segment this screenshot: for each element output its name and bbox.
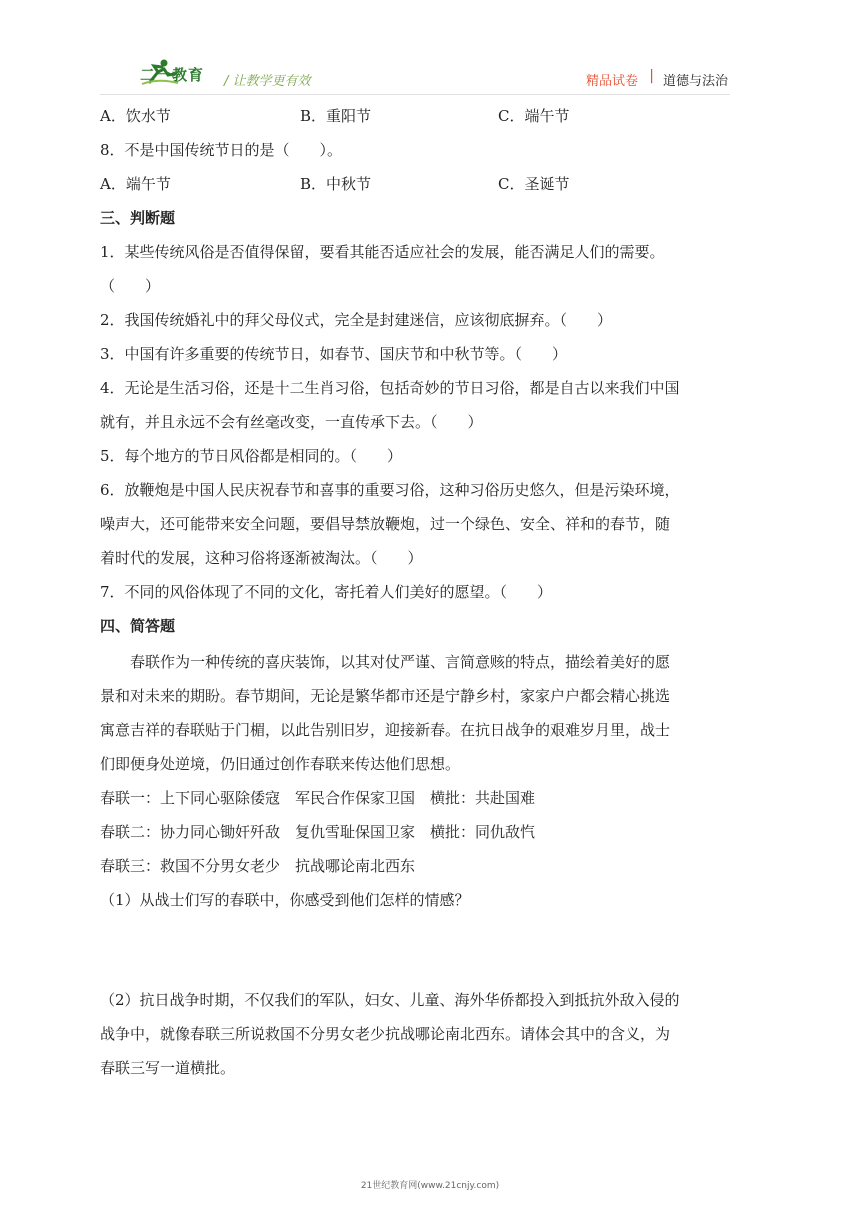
q7-option-c: C．端午节 xyxy=(498,107,570,125)
question-2-line-3: 春联三写一道横批。 xyxy=(100,1059,236,1077)
judge-line-6a: 6．放鞭炮是中国人民庆祝春节和喜事的重要习俗，这种习俗历史悠久，但是污染环境， xyxy=(100,481,680,499)
section-3-title: 三、判断题 xyxy=(100,209,176,227)
section-4-title: 四、简答题 xyxy=(100,617,176,635)
question-2-line-2: 战争中，就像春联三所说救国不分男女老少抗战哪论南北西东。请体会其中的含义，为 xyxy=(100,1025,671,1043)
q8-option-c: C．圣诞节 xyxy=(498,175,570,193)
q8-option-b: B．中秋节 xyxy=(300,175,372,193)
page-header xyxy=(100,58,730,94)
couplet-1: 春联一：上下同心驱除倭寇 军民合作保家卫国 横批：共赴国难 xyxy=(100,789,536,807)
judge-line-1: 1．某些传统风俗是否值得保留，要看其能否适应社会的发展，能否满足人们的需要。 xyxy=(100,243,665,261)
question-1: （1）从战士们写的春联中，你感受到他们怎样的情感？ xyxy=(100,891,470,909)
q8-option-a: A．端午节 xyxy=(100,175,171,193)
q7-option-b: B．重阳节 xyxy=(300,107,372,125)
judge-line-2: 2．我国传统婚礼中的拜父母仪式，完全是封建迷信，应该彻底摒弃。（ ） xyxy=(100,311,613,329)
couplet-2: 春联二：协力同心锄奸歼敌 复仇雪耻保国卫家 横批：同仇敌忾 xyxy=(100,823,536,841)
judge-line-4a: 4．无论是生活习俗，还是十二生肖习俗，包括奇妙的节日习俗，都是自古以来我们中国 xyxy=(100,379,680,397)
judge-line-1-blank: （ ） xyxy=(100,277,161,295)
passage-line-4: 们即便身处逆境，仍旧通过创作春联来传达他们思想。 xyxy=(100,755,461,773)
header-divider xyxy=(100,94,730,95)
question-2-line-1: （2）抗日战争时期，不仅我们的军队，妇女、儿童、海外华侨都投入到抵抗外敌入侵的 xyxy=(100,991,680,1009)
judge-line-6c: 着时代的发展，这种习俗将逐渐被淘汰。（ ） xyxy=(100,549,423,567)
header-separator: | xyxy=(649,68,654,84)
q7-options xyxy=(100,104,750,128)
header-subject: 道德与法治 xyxy=(662,74,728,89)
passage-line-1: 春联作为一种传统的喜庆装饰，以其对仗严谨、言简意赅的特点，描绘着美好的愿 xyxy=(130,653,671,671)
q8-options xyxy=(100,172,750,196)
passage-line-3: 寓意吉祥的春联贴于门楣，以此告别旧岁，迎接新春。在抗日战争的艰难岁月里，战士 xyxy=(100,721,671,739)
judge-line-3: 3．中国有许多重要的传统节日，如春节、国庆节和中秋节等。（ ） xyxy=(100,345,568,363)
logo-text: 二一教育 xyxy=(140,66,205,84)
judge-line-7: 7．不同的风俗体现了不同的文化，寄托着人们美好的愿望。（ ） xyxy=(100,583,553,601)
couplet-3: 春联三：救国不分男女老少 抗战哪论南北西东 xyxy=(100,857,416,875)
q7-option-a: A．饮水节 xyxy=(100,107,171,125)
passage-line-2: 景和对未来的期盼。春节期间，无论是繁华都市还是宁静乡村，家家户户都会精心挑选 xyxy=(100,687,671,705)
judge-line-5: 5．每个地方的节日风俗都是相同的。（ ） xyxy=(100,447,403,465)
header-tag-premium: 精品试卷 xyxy=(585,74,638,89)
slogan: / 让教学更有效 xyxy=(224,74,311,89)
q8-stem: 8．不是中国传统节日的是（ ）。 xyxy=(100,141,343,159)
judge-line-4b: 就有，并且永远不会有丝毫改变，一直传承下去。（ ） xyxy=(100,413,483,431)
judge-line-6b: 噪声大，还可能带来安全问题，要倡导禁放鞭炮，过一个绿色、安全、祥和的春节，随 xyxy=(100,515,671,533)
page-footer: 21世纪教育网(www.21cnjy.com) xyxy=(360,1181,500,1191)
